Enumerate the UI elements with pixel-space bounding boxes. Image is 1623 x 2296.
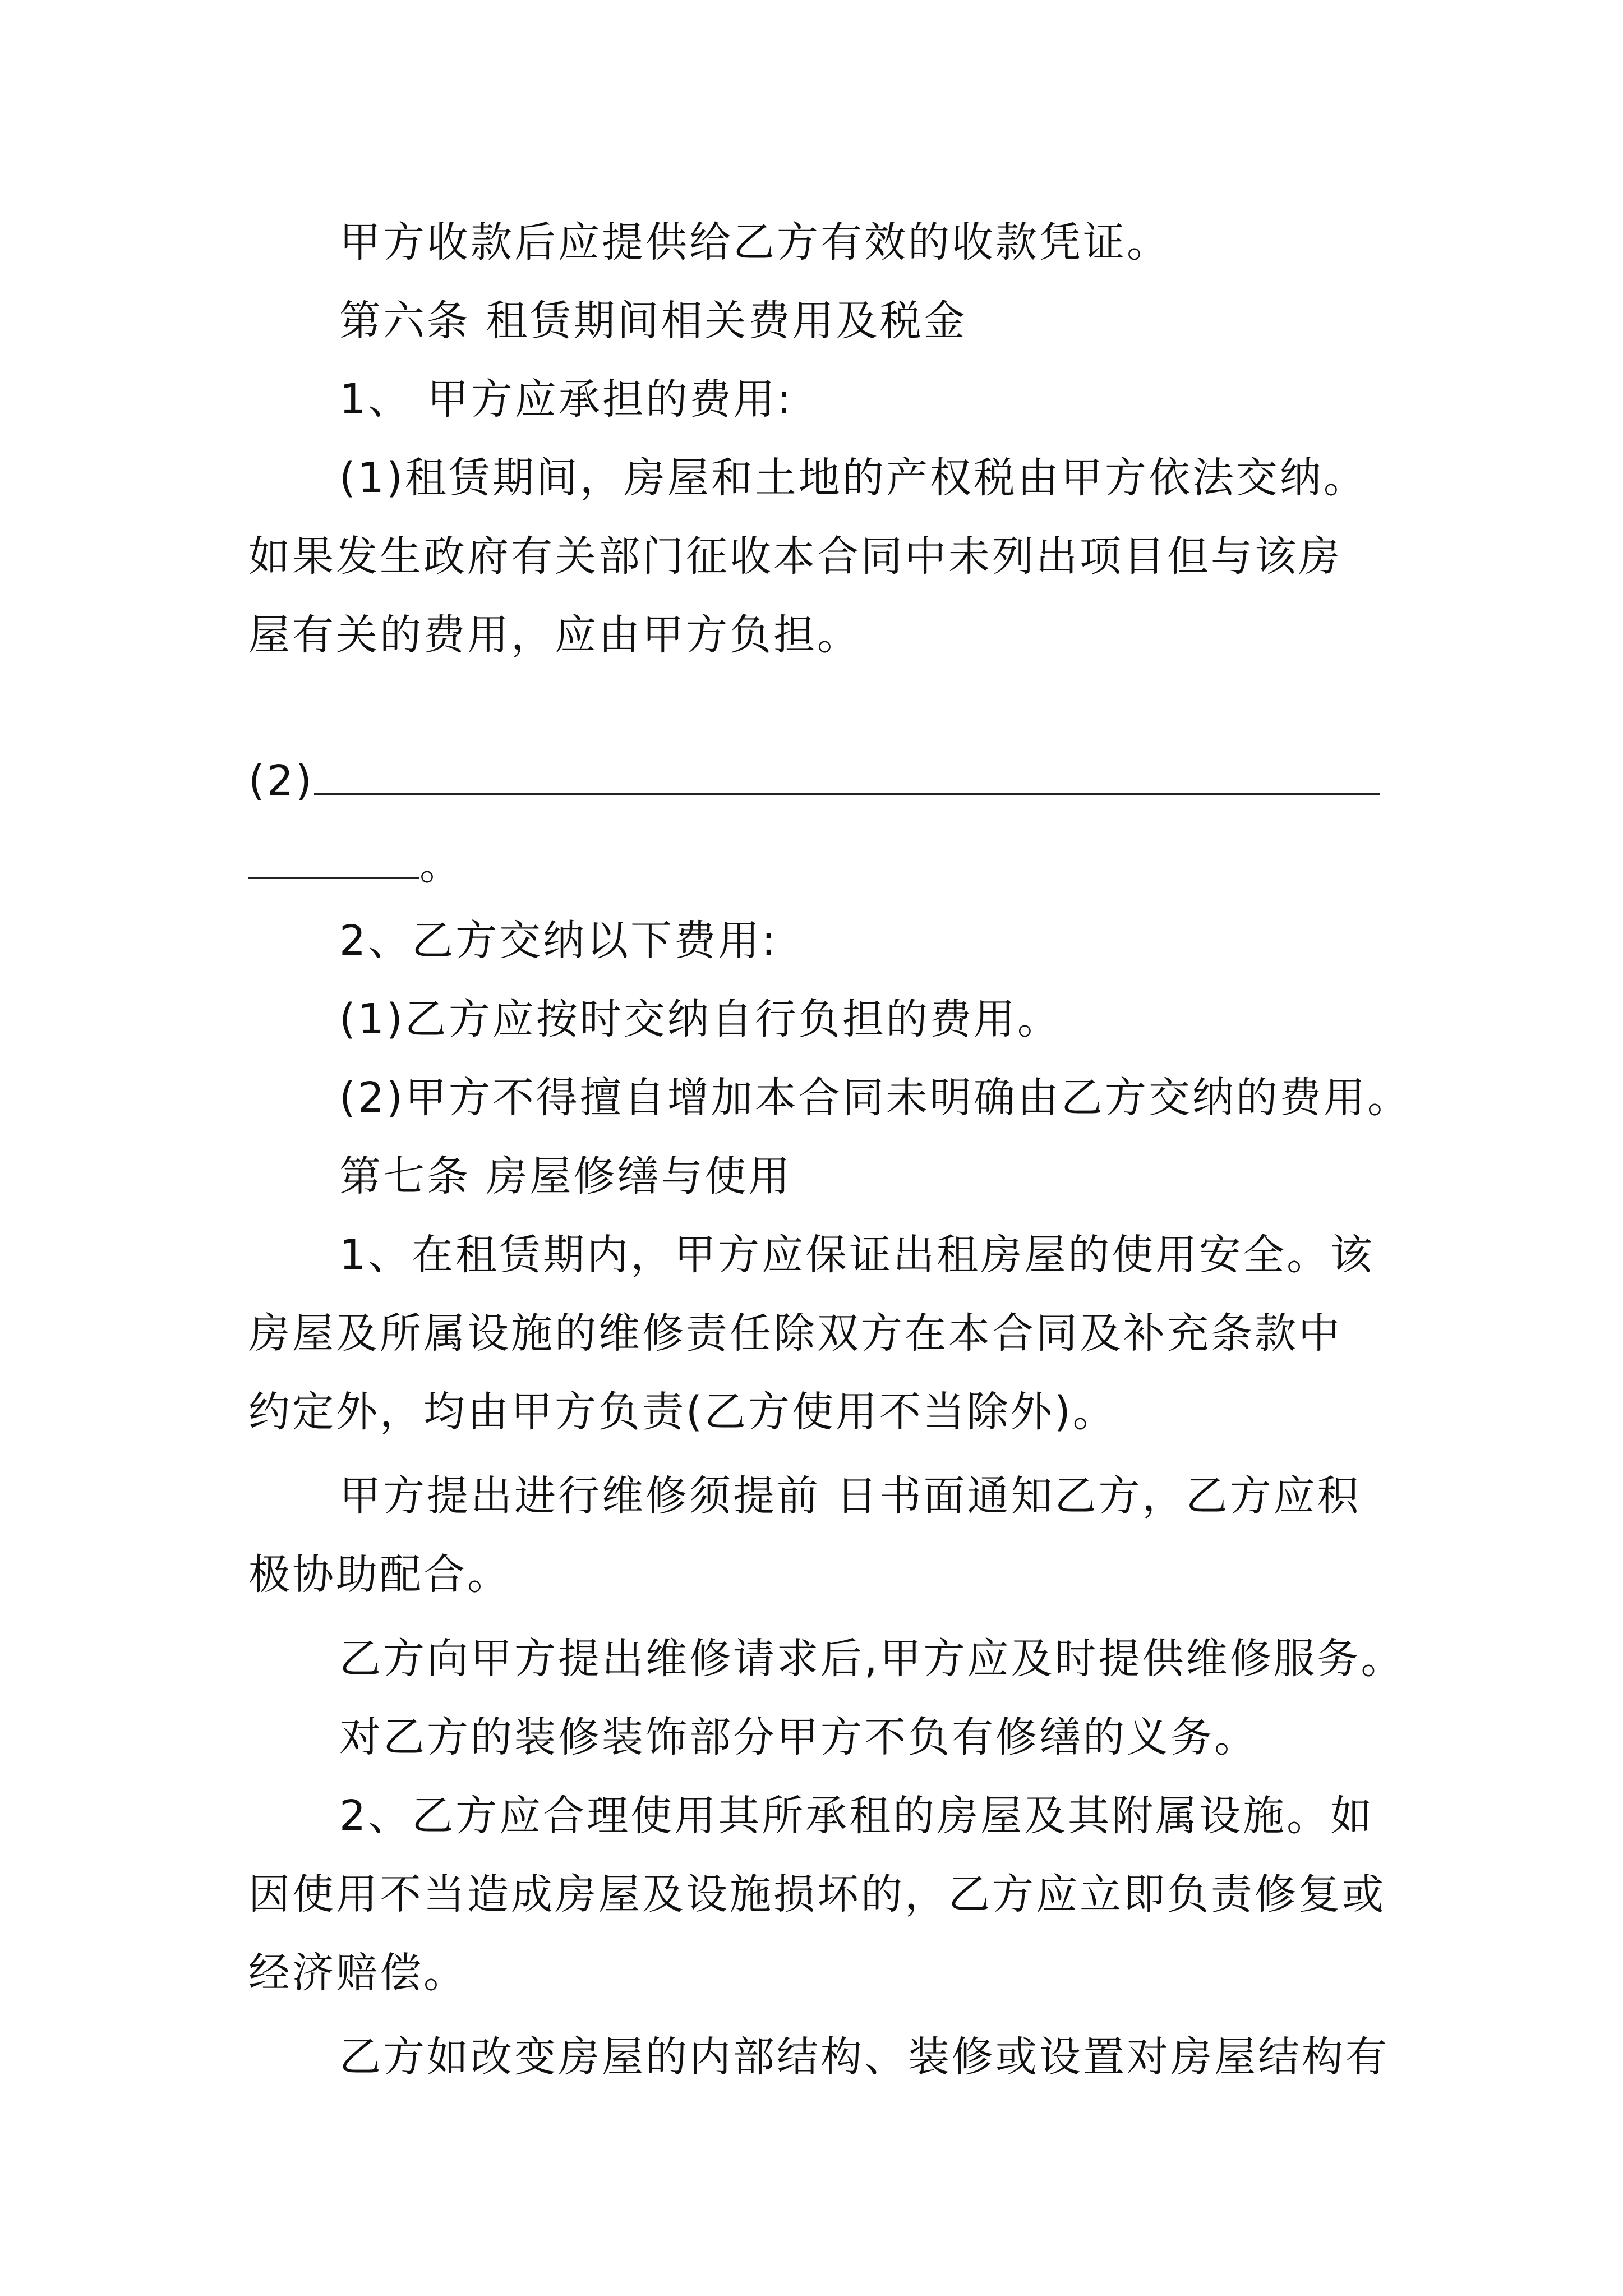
paragraph-6-1: 1、 甲方应承担的费用: [339, 375, 794, 424]
item-number: (2) [248, 757, 314, 805]
paragraph-7-1-notice-cont: 极协助配合。 [248, 1550, 511, 1599]
period-mark: 。 [419, 841, 463, 889]
paragraph-7-2-cont-b: 经济赔偿。 [248, 1949, 467, 1997]
fill-in-blank [314, 791, 1380, 795]
paragraph-6-1-1: (1)租赁期间，房屋和土地的产权税由甲方依法交纳。 [339, 454, 1367, 502]
paragraph-7-1: 1、在租赁期内，甲方应保证出租房屋的使用安全。该 [339, 1231, 1375, 1279]
paragraph-6-2-2: (2)甲方不得擅自增加本合同未明确由乙方交纳的费用。 [339, 1074, 1411, 1122]
paragraph-7-1-decoration: 对乙方的装修装饰部分甲方不负有修缮的义务。 [339, 1713, 1258, 1761]
paragraph-6-2-1: (1)乙方应按时交纳自行负担的费用。 [339, 995, 1061, 1043]
fill-in-blank [248, 875, 419, 879]
paragraph-6-1-1-cont-a: 如果发生政府有关部门征收本合同中未列出项目但与该房 [248, 532, 1342, 581]
heading-article-6: 第六条 租赁期间相关费用及税金 [339, 297, 967, 345]
paragraph-receipt: 甲方收款后应提供给乙方有效的收款凭证。 [339, 218, 1170, 266]
paragraph-7-2-cont-a: 因使用不当造成房屋及设施损坏的，乙方应立即负责修复或 [248, 1870, 1386, 1918]
paragraph-7-1-notice: 甲方提出进行维修须提前 日书面通知乙方，乙方应积 [339, 1472, 1361, 1520]
paragraph-7-1-cont-b: 约定外，均由甲方负责(乙方使用不当除外)。 [248, 1388, 1117, 1436]
heading-article-7: 第七条 房屋修缮与使用 [339, 1152, 792, 1200]
paragraph-7-1-repair-request: 乙方向甲方提出维修请求后,甲方应及时提供维修服务。 [339, 1635, 1405, 1683]
paragraph-7-2-structure: 乙方如改变房屋的内部结构、装修或设置对房屋结构有 [339, 2033, 1389, 2081]
paragraph-7-2: 2、乙方应合理使用其所承租的房屋及其附属设施。如 [339, 1792, 1375, 1840]
paragraph-6-1-1-cont-b: 屋有关的费用，应由甲方负担。 [248, 611, 861, 659]
paragraph-7-1-cont-a: 房屋及所属设施的维修责任除双方在本合同及补充条款中 [248, 1309, 1342, 1358]
paragraph-6-1-2-cont [0, 841, 1623, 889]
paragraph-6-2: 2、乙方交纳以下费用: [339, 917, 778, 965]
paragraph-6-1-2 [0, 757, 1623, 805]
